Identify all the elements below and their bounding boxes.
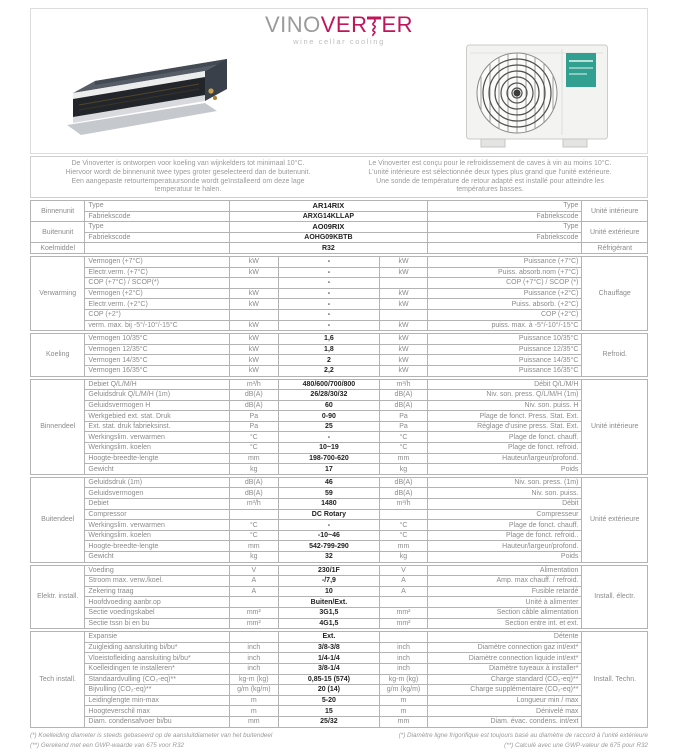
outdoor-unit-image bbox=[465, 37, 613, 151]
property-label-nl: Ext. stat. druk fabrieksinst. bbox=[85, 421, 229, 432]
unit-nl: inch bbox=[229, 663, 278, 674]
unit-fr: Pa bbox=[379, 411, 427, 422]
value-cell: - bbox=[279, 267, 380, 278]
property-label-fr: Débit Q/L/M/H bbox=[428, 379, 582, 390]
logo-wordmark bbox=[31, 12, 647, 38]
section-label-nl: Koelmiddel bbox=[31, 243, 85, 254]
property-label-nl: COP (+2°) bbox=[85, 309, 229, 320]
property-label-fr: Niv. son. press. (1m) bbox=[428, 477, 582, 488]
section-label-nl: Buitendeel bbox=[31, 477, 85, 562]
unit-fr: kg bbox=[379, 464, 427, 475]
technical-table bbox=[30, 631, 648, 727]
unit-fr bbox=[379, 309, 427, 320]
unit-nl bbox=[229, 309, 278, 320]
property-label-nl: Vermogen 14/35°C bbox=[85, 355, 229, 366]
unit-nl bbox=[229, 597, 278, 608]
unit-nl: dB(A) bbox=[229, 477, 278, 488]
property-label-fr: Charge standard (CO₂-eq)** bbox=[428, 674, 582, 685]
unit-fr: °C bbox=[379, 432, 427, 443]
value-cell: 60 bbox=[279, 400, 380, 411]
outdoor-unit-table bbox=[30, 477, 648, 563]
section-label-fr: Unité extérieure bbox=[582, 222, 648, 243]
value-cell: - bbox=[279, 278, 380, 289]
value-cell: Buiten/Ext. bbox=[279, 597, 380, 608]
unit-fr: mm bbox=[379, 453, 427, 464]
logo-text-er: ER bbox=[381, 12, 414, 37]
value-cell: 3/8-1/4 bbox=[279, 663, 380, 674]
unit-nl: Pa bbox=[229, 421, 278, 432]
property-label-fr: Type bbox=[428, 201, 582, 212]
unit-fr: A bbox=[379, 586, 427, 597]
section-label-fr: Chauffage bbox=[582, 256, 648, 330]
value-cell: 230/1F bbox=[279, 565, 380, 576]
unit-fr: dB(A) bbox=[379, 488, 427, 499]
unit-fr: g/m (kg/m) bbox=[379, 685, 427, 696]
unit-fr bbox=[379, 597, 427, 608]
unit-nl: °C bbox=[229, 530, 278, 541]
spec-tables bbox=[30, 200, 648, 728]
property-label-nl: Gewicht bbox=[85, 552, 229, 563]
value-cell: 46 bbox=[279, 477, 380, 488]
value-cell: 542-799-290 bbox=[279, 541, 380, 552]
property-label-fr: Dénivelé max bbox=[428, 706, 582, 717]
footnote-fr-2: (**) Calculé avec une GWP-valeur de 675 pour R32 bbox=[504, 742, 648, 749]
value-cell: 1480 bbox=[279, 499, 380, 510]
unit-fr: °C bbox=[379, 443, 427, 454]
section-label-nl: Buitenunit bbox=[31, 222, 85, 243]
unit-nl: kW bbox=[229, 355, 278, 366]
property-label-nl: Koelleidingen te installeren* bbox=[85, 663, 229, 674]
property-label-nl: Geluidsvermogen H bbox=[85, 400, 229, 411]
unit-nl: dB(A) bbox=[229, 400, 278, 411]
property-label-nl: Fabriekscode bbox=[85, 211, 229, 222]
intro bbox=[30, 156, 648, 198]
intro-text-fr: Le Vinoverter est conçu pour le refroidissement de caves à vin au moins 10°C. L'unité intérieure est sélectionnée deux types plus grand que l'unité extérieure. Une sonde de température de retour adapté est installé pour atteindre les températures basses. bbox=[368, 160, 612, 194]
property-label-nl: Hoogte-breedte-lengte bbox=[85, 453, 229, 464]
section-label-nl: Verwarming bbox=[31, 256, 85, 330]
value-cell: - bbox=[279, 288, 380, 299]
unit-fr: kW bbox=[379, 344, 427, 355]
unit-nl: A bbox=[229, 576, 278, 587]
property-label-fr: Réglage d'usine press. Stat. Ext. bbox=[428, 421, 582, 432]
indoor-unit-table bbox=[30, 379, 648, 475]
value-cell: 1,6 bbox=[279, 334, 380, 345]
footnote-nl-2: (**) Gerekend met een GWP-waarde van 675 voor R32 bbox=[30, 742, 184, 749]
property-label-fr: Plage de fonct. Press. Stat. Ext. bbox=[428, 411, 582, 422]
value-cell: 0,85-15 (574) bbox=[279, 674, 380, 685]
property-label-nl: Sectie tssn bi en bu bbox=[85, 618, 229, 629]
unit-fr: inch bbox=[379, 642, 427, 653]
section-label-nl: Binnendeel bbox=[31, 379, 85, 474]
property-label-nl: Geluidsvermogen bbox=[85, 488, 229, 499]
property-label-nl: Zuigleiding aansluiting bi/bu* bbox=[85, 642, 229, 653]
property-label-fr: Poids bbox=[428, 552, 582, 563]
unit-fr: mm² bbox=[379, 607, 427, 618]
property-label-fr: Type bbox=[428, 222, 582, 233]
value-cell: - bbox=[279, 432, 380, 443]
property-label-fr: Fusible retardé bbox=[428, 586, 582, 597]
value-cell: AOHG09KBTB bbox=[229, 232, 428, 243]
header bbox=[30, 8, 648, 154]
property-label-fr: Diamètre connection liquide int/ext* bbox=[428, 653, 582, 664]
value-cell: - bbox=[279, 299, 380, 310]
footnotes bbox=[30, 731, 648, 752]
property-label-nl: Hoogte-breedte-lengte bbox=[85, 541, 229, 552]
property-label-nl: Debiet Q/L/M/H bbox=[85, 379, 229, 390]
property-label-nl bbox=[85, 243, 229, 254]
property-label-fr: Diamètre tuyeaux à installer* bbox=[428, 663, 582, 674]
property-label-fr: COP (+2°C) bbox=[428, 309, 582, 320]
property-label-nl: Vermogen (+7°C) bbox=[85, 256, 229, 267]
section-label-nl: Koeling bbox=[31, 334, 85, 376]
property-label-nl: Werkingslim. koelen bbox=[85, 530, 229, 541]
property-label-fr: Diamètre connection gaz int/ext* bbox=[428, 642, 582, 653]
unit-fr: mm bbox=[379, 716, 427, 727]
property-label-nl: Geluidsdruk Q/L/M/H (1m) bbox=[85, 390, 229, 401]
unit-fr: kW bbox=[379, 267, 427, 278]
unit-nl: mm² bbox=[229, 618, 278, 629]
unit-nl: dB(A) bbox=[229, 488, 278, 499]
property-label-fr: Plage de fonct. refroid. bbox=[428, 443, 582, 454]
property-label-fr: Puissance 10/35°C bbox=[428, 334, 582, 345]
value-cell: 3/8-3/8 bbox=[279, 642, 380, 653]
unit-fr bbox=[379, 632, 427, 643]
property-label-nl: Geluidsdruk (1m) bbox=[85, 477, 229, 488]
section-label-fr: Unité extérieure bbox=[582, 477, 648, 562]
property-label-nl: Vermogen 16/35°C bbox=[85, 365, 229, 376]
intro-text-nl: De Vinoverter is ontworpen voor koeling van wijnkelders tot minimaal 10°C. Hiervoor wordt de binnenunit twee types groter geselecteerd dan de buitenunit. Een aangepaste retourtemperatuursonde wordt geïnstalleerd om deze lage temperatuur te halen. bbox=[65, 160, 311, 194]
property-label-fr: Puiss. absorb. (+2°C) bbox=[428, 299, 582, 310]
unit-fr: kg bbox=[379, 552, 427, 563]
property-label-nl: Hoofdvoeding aanbr.op bbox=[85, 597, 229, 608]
unit-fr: kW bbox=[379, 365, 427, 376]
unit-nl: m bbox=[229, 695, 278, 706]
unit-nl: m³/h bbox=[229, 379, 278, 390]
property-label-fr: Plage de fonct. chauff. bbox=[428, 432, 582, 443]
value-cell: 25/32 bbox=[279, 716, 380, 727]
unit-nl: V bbox=[229, 565, 278, 576]
unit-nl: kW bbox=[229, 288, 278, 299]
property-label-nl: Diam. condensafvoer bi/bu bbox=[85, 716, 229, 727]
unit-nl: kW bbox=[229, 344, 278, 355]
property-label-fr: Hauteur/largeur/profond. bbox=[428, 453, 582, 464]
property-label-nl: Fabriekscode bbox=[85, 232, 229, 243]
property-label-nl: Zekering traag bbox=[85, 586, 229, 597]
property-label-fr: Détente bbox=[428, 632, 582, 643]
unit-nl: kg bbox=[229, 552, 278, 563]
value-cell: AO09RIX bbox=[229, 222, 428, 233]
electrical-table bbox=[30, 565, 648, 630]
property-label-nl: Sectie voedingskabel bbox=[85, 607, 229, 618]
unit-nl: °C bbox=[229, 432, 278, 443]
section-label-fr: Install. Techn. bbox=[582, 632, 648, 727]
property-label-fr: Puiss. absorb.nom (+7°C) bbox=[428, 267, 582, 278]
unit-nl bbox=[229, 632, 278, 643]
value-cell: - bbox=[279, 320, 380, 331]
property-label-fr: Débit bbox=[428, 499, 582, 510]
property-label-fr: Section câble alimentation bbox=[428, 607, 582, 618]
unit-nl: kW bbox=[229, 365, 278, 376]
unit-fr: kW bbox=[379, 256, 427, 267]
unit-nl: °C bbox=[229, 520, 278, 531]
unit-fr bbox=[379, 509, 427, 520]
value-cell: 32 bbox=[279, 552, 380, 563]
unit-fr: m³/h bbox=[379, 379, 427, 390]
property-label-fr: Fabriekscode bbox=[428, 211, 582, 222]
value-cell: 26/28/30/32 bbox=[279, 390, 380, 401]
property-label-nl: Type bbox=[85, 222, 229, 233]
unit-nl: Pa bbox=[229, 411, 278, 422]
property-label-fr: Unité à alimenter bbox=[428, 597, 582, 608]
section-label-nl: Elektr. install. bbox=[31, 565, 85, 629]
unit-fr: kW bbox=[379, 355, 427, 366]
cooling-table bbox=[30, 333, 648, 376]
heating-table bbox=[30, 256, 648, 331]
unit-nl: mm² bbox=[229, 607, 278, 618]
unit-nl: g/m (kg/m) bbox=[229, 685, 278, 696]
value-cell: 1,8 bbox=[279, 344, 380, 355]
value-cell: 3G1,5 bbox=[279, 607, 380, 618]
property-label-nl: Leidinglengte min-max bbox=[85, 695, 229, 706]
property-label-fr: Amp. max chauff. / refroid. bbox=[428, 576, 582, 587]
property-label-nl: Debiet bbox=[85, 499, 229, 510]
property-label-nl: Bijvulling (CO₂-eq)** bbox=[85, 685, 229, 696]
unit-fr: A bbox=[379, 576, 427, 587]
property-label-nl: Werkingslim. koelen bbox=[85, 443, 229, 454]
property-label-nl: Compressor bbox=[85, 509, 229, 520]
property-label-nl: Stroom max. verw./koel. bbox=[85, 576, 229, 587]
indoor-unit-image bbox=[59, 53, 234, 143]
property-label-fr: Niv. son. press. Q/L/M/H (1m) bbox=[428, 390, 582, 401]
unit-fr: kW bbox=[379, 334, 427, 345]
property-label-fr: Alimentation bbox=[428, 565, 582, 576]
property-label-nl: Werkgebied ext. stat. Druk bbox=[85, 411, 229, 422]
value-cell: 2,2 bbox=[279, 365, 380, 376]
unit-nl: mm bbox=[229, 453, 278, 464]
unit-nl: dB(A) bbox=[229, 390, 278, 401]
section-label-nl: Tech install. bbox=[31, 632, 85, 727]
property-label-fr: Fabriekscode bbox=[428, 232, 582, 243]
property-label-nl: Werkingslim. verwarmen bbox=[85, 432, 229, 443]
property-label-fr: Diam. évac. condens. int/ext bbox=[428, 716, 582, 727]
value-cell: 17 bbox=[279, 464, 380, 475]
unit-nl: kW bbox=[229, 299, 278, 310]
property-label-nl: verm. max. bij -5°/-10°/-15°C bbox=[85, 320, 229, 331]
property-label-nl: Vermogen 10/35°C bbox=[85, 334, 229, 345]
unit-fr: mm² bbox=[379, 618, 427, 629]
logo-text-vino: VINO bbox=[264, 12, 321, 37]
unit-fr: kW bbox=[379, 288, 427, 299]
property-label-fr: Puissance 14/35°C bbox=[428, 355, 582, 366]
unit-nl: °C bbox=[229, 443, 278, 454]
unit-nl: mm bbox=[229, 716, 278, 727]
unit-fr: °C bbox=[379, 530, 427, 541]
unit-nl: A bbox=[229, 586, 278, 597]
value-cell: 1/4-1/4 bbox=[279, 653, 380, 664]
unit-nl: inch bbox=[229, 642, 278, 653]
unit-fr: kg-m (kg) bbox=[379, 674, 427, 685]
corkscrew-t-icon bbox=[367, 12, 381, 37]
unit-nl bbox=[229, 278, 278, 289]
value-cell: 4G1,5 bbox=[279, 618, 380, 629]
property-label-fr: Puissance 16/35°C bbox=[428, 365, 582, 376]
value-cell: Ext. bbox=[279, 632, 380, 643]
unit-fr: V bbox=[379, 565, 427, 576]
property-label-fr: Section entre int. et ext. bbox=[428, 618, 582, 629]
unit-fr bbox=[379, 278, 427, 289]
property-label-nl: Voeding bbox=[85, 565, 229, 576]
value-cell: - bbox=[279, 520, 380, 531]
property-label-nl: Type bbox=[85, 201, 229, 212]
property-label-fr: Charge supplémentaire (CO₂-eq)** bbox=[428, 685, 582, 696]
property-label-fr: Puissance (+2°C) bbox=[428, 288, 582, 299]
property-label-fr: Poids bbox=[428, 464, 582, 475]
value-cell: 59 bbox=[279, 488, 380, 499]
value-cell: 0-90 bbox=[279, 411, 380, 422]
footnote-nl-1: (*) Koelleiding diameter is steeds gebaseerd op de aansluitdiameter van het buitendeel bbox=[30, 731, 273, 739]
property-label-fr: Niv. son. puiss. H bbox=[428, 400, 582, 411]
value-cell: 5-20 bbox=[279, 695, 380, 706]
value-cell: ARXG14KLLAP bbox=[229, 211, 428, 222]
unit-fr: m bbox=[379, 695, 427, 706]
property-label-fr: Longueur min / max bbox=[428, 695, 582, 706]
unit-nl: kg bbox=[229, 464, 278, 475]
value-cell: 15 bbox=[279, 706, 380, 717]
unit-nl bbox=[229, 509, 278, 520]
property-label-fr bbox=[428, 243, 582, 254]
property-label-nl: Expansie bbox=[85, 632, 229, 643]
value-cell: R32 bbox=[229, 243, 428, 254]
unit-fr: mm bbox=[379, 541, 427, 552]
property-label-fr: Puissance 12/35°C bbox=[428, 344, 582, 355]
unit-nl: kW bbox=[229, 320, 278, 331]
property-label-nl: Vermogen (+2°C) bbox=[85, 288, 229, 299]
property-label-nl: COP (+7°C) / SCOP(*) bbox=[85, 278, 229, 289]
value-cell: DC Rotary bbox=[279, 509, 380, 520]
property-label-nl: Electr.verm. (+2°C) bbox=[85, 299, 229, 310]
unit-fr: dB(A) bbox=[379, 477, 427, 488]
section-label-fr: Unité intérieure bbox=[582, 201, 648, 222]
unit-nl: kW bbox=[229, 256, 278, 267]
property-label-nl: Hoogteverschil max bbox=[85, 706, 229, 717]
property-label-nl: Standaardvulling (CO₂-eq)** bbox=[85, 674, 229, 685]
section-label-fr: Unité intérieure bbox=[582, 379, 648, 474]
section-label-nl: Binnenunit bbox=[31, 201, 85, 222]
value-cell: 25 bbox=[279, 421, 380, 432]
property-label-nl: Vermogen 12/35°C bbox=[85, 344, 229, 355]
unit-fr: inch bbox=[379, 663, 427, 674]
unit-fr: inch bbox=[379, 653, 427, 664]
unit-fr: Pa bbox=[379, 421, 427, 432]
value-cell: 198-700-620 bbox=[279, 453, 380, 464]
unit-fr: kW bbox=[379, 320, 427, 331]
unit-nl: kW bbox=[229, 267, 278, 278]
value-cell: 20 (14) bbox=[279, 685, 380, 696]
property-label-nl: Vloeistofleiding aansluiting bi/bu* bbox=[85, 653, 229, 664]
property-label-fr: Plage de fonct. chauff. bbox=[428, 520, 582, 531]
unit-fr: kW bbox=[379, 299, 427, 310]
unit-nl: m³/h bbox=[229, 499, 278, 510]
property-label-fr: COP (+7°C) / SCOP (*) bbox=[428, 278, 582, 289]
value-cell: 10 bbox=[279, 586, 380, 597]
value-cell: 2 bbox=[279, 355, 380, 366]
value-cell: - bbox=[279, 309, 380, 320]
section-label-fr: Réfrigérant bbox=[582, 243, 648, 254]
value-cell: AR14RIX bbox=[229, 201, 428, 212]
unit-fr: dB(A) bbox=[379, 400, 427, 411]
unit-nl: kW bbox=[229, 334, 278, 345]
identification-table bbox=[30, 200, 648, 254]
logo-tagline: wine cellar cooling bbox=[293, 37, 385, 46]
section-label-fr: Refroid. bbox=[582, 334, 648, 376]
value-cell: 10~19 bbox=[279, 443, 380, 454]
value-cell: 480/600/700/800 bbox=[279, 379, 380, 390]
property-label-fr: Hauteur/largeur/profond. bbox=[428, 541, 582, 552]
property-label-nl: Gewicht bbox=[85, 464, 229, 475]
unit-fr: dB(A) bbox=[379, 390, 427, 401]
value-cell: -/7,9 bbox=[279, 576, 380, 587]
property-label-fr: Plage de fonct. refroid.. bbox=[428, 530, 582, 541]
property-label-fr: Compresseur bbox=[428, 509, 582, 520]
property-label-nl: Electr.verm. (+7°C) bbox=[85, 267, 229, 278]
property-label-fr: Niv. son. puiss. bbox=[428, 488, 582, 499]
unit-nl: mm bbox=[229, 541, 278, 552]
value-cell: - bbox=[279, 256, 380, 267]
unit-fr: °C bbox=[379, 520, 427, 531]
unit-nl: m bbox=[229, 706, 278, 717]
unit-nl: kg-m (kg) bbox=[229, 674, 278, 685]
section-label-fr: Install. électr. bbox=[582, 565, 648, 629]
footnote-fr-1: (*) Diamètre ligne frigorifique est toujours basé au diamètre de raccord à l'unité extérieure bbox=[398, 731, 648, 739]
logo-text-ver: VER bbox=[320, 12, 368, 37]
property-label-nl: Werkingslim. verwarmen bbox=[85, 520, 229, 531]
unit-nl: inch bbox=[229, 653, 278, 664]
unit-fr: m bbox=[379, 706, 427, 717]
value-cell: -10~46 bbox=[279, 530, 380, 541]
property-label-fr: puiss. max. à -5°/-10°/-15°C bbox=[428, 320, 582, 331]
property-label-fr: Puissance (+7°C) bbox=[428, 256, 582, 267]
unit-fr: m³/h bbox=[379, 499, 427, 510]
